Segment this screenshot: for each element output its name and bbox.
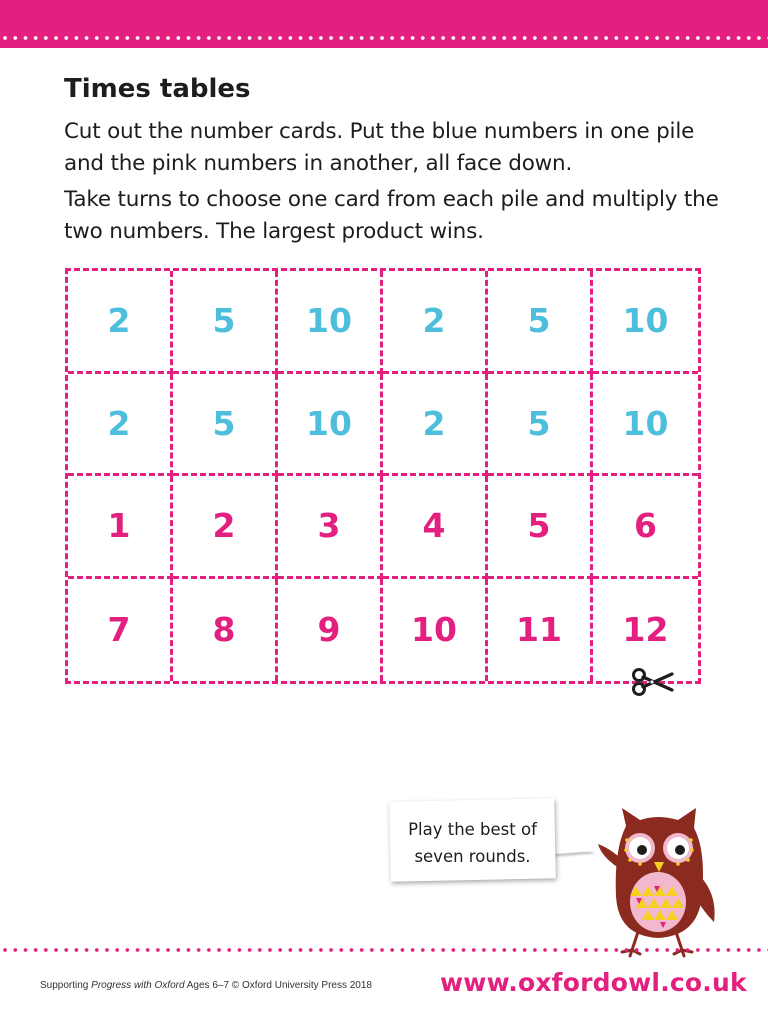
number-card[interactable]: 5	[488, 476, 593, 579]
speech-line-1: Play the best of	[408, 820, 537, 839]
number-card[interactable]: 5	[488, 374, 593, 477]
number-card[interactable]: 12	[622, 610, 669, 650]
number-card[interactable]: 8	[173, 579, 278, 682]
number-card[interactable]: 10	[278, 374, 383, 477]
banner-dotted-line	[0, 35, 768, 41]
number-card[interactable]: 2	[383, 374, 488, 477]
number-card[interactable]: 7	[68, 579, 173, 682]
number-card[interactable]: 2	[173, 476, 278, 579]
number-card[interactable]: 9	[278, 579, 383, 682]
number-card[interactable]: 10	[278, 271, 383, 374]
number-card[interactable]: 4	[383, 476, 488, 579]
footer-credit-pre: Supporting	[40, 980, 92, 991]
instruction-paragraph-1: Cut out the number cards. Put the blue numbers in one pile and the pink numbers in another, all face down.	[64, 119, 695, 176]
footer-credit-italic: Progress with Oxford	[91, 980, 185, 991]
number-card-grid	[65, 268, 701, 684]
number-card[interactable]: 5	[173, 374, 278, 477]
footer-credit	[40, 980, 372, 991]
speech-bubble	[390, 800, 555, 880]
speech-line-2: seven rounds.	[414, 847, 531, 866]
number-card[interactable]: 10	[383, 579, 488, 682]
scissors-icon	[630, 668, 674, 696]
number-card[interactable]: 10	[593, 374, 698, 477]
owl-illustration	[596, 800, 724, 958]
number-card[interactable]: 5	[488, 271, 593, 374]
number-card[interactable]: 1	[68, 476, 173, 579]
instruction-paragraph-2: Take turns to choose one card from each pile and multiply the two numbers. The largest product wins.	[64, 187, 719, 244]
speech-text	[390, 816, 555, 870]
number-card[interactable]: 3	[278, 476, 383, 579]
number-card[interactable]: 6	[593, 476, 698, 579]
page-title: Times tables	[64, 74, 251, 104]
number-card[interactable]: 5	[173, 271, 278, 374]
number-card[interactable]: 2	[68, 271, 173, 374]
number-card[interactable]: 10	[593, 271, 698, 374]
number-card[interactable]: 11	[488, 579, 593, 682]
number-card[interactable]: 2	[68, 374, 173, 477]
footer-credit-post: Ages 6–7 © Oxford University Press 2018	[184, 980, 372, 991]
number-card[interactable]: 2	[383, 271, 488, 374]
footer-url-link[interactable]: www.oxfordowl.co.uk	[440, 968, 747, 997]
footer-dotted-line	[0, 947, 768, 953]
